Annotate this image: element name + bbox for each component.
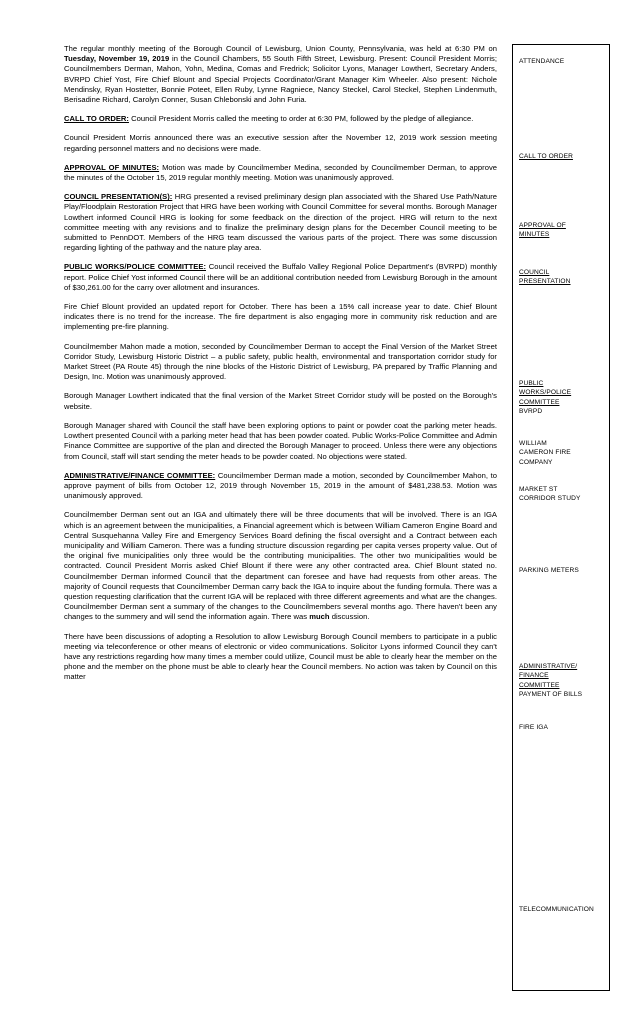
text-segment: There have been discussions of adopting a Resolution to allow Lewisburg Borough Council members to participate in a public meeting via teleconference or other means of electronic or video communications. Solicitor Lyons informed Council they can't have any restrictions regarding how many times a member could utilize, Council must be able to clearly hear the member on the phone and the member on the phone must be able to clearly hear the Council members. No action was taken by Council on this matter [64, 631, 497, 682]
text-segment: HRG presented a revised preliminary design plan associated with the Shared Use Path/Nature Play/Floodplain Restoration Project that HRG have been working with Council Committee for several months. Borough Manager Lowthert informed Council HRG is looking for some feedback on the direction of the project. HRG will return to the next committee meeting with any revisions and to finalize the preliminary design plans for the December Council meeting to be submitted to PennDOT. Members of the HRG team discussed the various parts of the project. There was some discussion regarding lighting of the pathway and the nature play area. [64, 192, 497, 253]
paragraph-market-street-corridor [64, 342, 497, 383]
margin-note-line: BVRPD [519, 408, 543, 416]
paragraph-teleconference-resolution [64, 632, 497, 683]
margin-note-line: WILLIAM [519, 440, 547, 447]
text-segment: CALL TO ORDER: [64, 114, 129, 124]
margin-note-telecommunication [519, 905, 605, 914]
margin-note-line: CAMERON FIRE [519, 449, 571, 457]
margin-note-line: COMPANY [519, 458, 553, 466]
text-segment: Council President Morris called the meeting to order at 6:30 PM, followed by the pledge of allegiance. [128, 114, 474, 124]
text-segment: Motion was made by Councilmember Medina, seconded by Councilmember Derman, to approve the minutes of the October 15, 2019 regular monthly meeting. Motion was unanimously approved. [64, 162, 498, 183]
text-segment: The regular monthly meeting of the Borough Council of Lewisburg, Union County, Pennsylvania, was held at 6:30 PM on [64, 44, 497, 53]
margin-note-line: COMMITTEE [519, 398, 560, 406]
text-segment: in the Council Chambers, 55 South Fifth Street, Lewisburg. Present: Council President Morris; Councilmembers Derman, Mahon, Yohn, Medina, Comas and Fredrick; Solicitor Lyons, Manager Lowthert, Secretary Anders, BVRPD Chief Yost, Fire Chief Blount and Special Projects Coordinator/Grant Manager Kim Wheeler. Also present: Nichole Mendinsky, Ryan Hostetter, Bonnie Poteet, Ellen Ruby, Lynne Ragniece, Nancy Steckel, Carol Steckel, Stephen Lindenmuth, Berisadine Richard, Carolyn Conner, Susan Chlebonski and John Furia. [64, 54, 497, 105]
margin-note-attendance [519, 57, 605, 66]
margin-note-line: MINUTES [519, 231, 550, 239]
text-segment: APPROVAL OF MINUTES: [64, 162, 160, 172]
text-segment: Councilmember Mahon made a motion, seconded by Councilmember Derman to accept the Final Version of the Market Street Corridor Study, Lewisburg Historic District – a public safety, public health, environmental and transportation corridor study for Market Street (PA Route 45) through the nine blocks of the Historic District of Lewisburg, PA prepared by Traffic Planning and Design, Inc. Motion was unanimously approved. [64, 341, 497, 382]
margin-note-call-to-order [519, 152, 605, 161]
margin-note-line: ATTENDANCE [519, 58, 565, 65]
minutes-body [64, 44, 497, 692]
text-segment: Council received the Buffalo Valley Regional Police Department's (BVRPD) monthly report. Police Chief Yost informed Council there will be an additional contribution needed from Lewisburg Borough in the amount of $30,261.00 for the carry over allotment and insurances. [64, 262, 497, 292]
margin-note-fire-iga [519, 723, 605, 732]
paragraph-approval-of-minutes [64, 163, 497, 183]
margin-note-line: PAYMENT OF BILLS [519, 691, 583, 699]
text-segment: ADMINISTRATIVE/FINANCE COMMITTEE: [64, 470, 216, 480]
margin-note-council-presentation [519, 268, 605, 287]
margin-note-public-works-police-bvrpd [519, 379, 605, 416]
margin-note-line: CALL TO ORDER [519, 153, 573, 160]
paragraph-parking-meters [64, 421, 497, 462]
margin-note-approval-of-minutes [519, 221, 605, 240]
margin-note-line: MARKET ST [519, 486, 558, 493]
text-segment: PUBLIC WORKS/POLICE COMMITTEE: [64, 262, 206, 272]
paragraph-opening [64, 44, 497, 105]
text-segment: Borough Manager shared with Council the staff have been exploring options to paint or powder coat the parking meter heads. Lowthert presented Council with a parking meter head that has been powder coated. Public Works-Police Committee and Admin Finance Committee are supportive of the plan and directed the Borough Manager to proceed. Unless there were any objections from Council, staff will start sending the meter heads to be powder coated. No objections were stated. [64, 420, 497, 461]
margin-note-line: TELECOMMUNICATION [519, 906, 594, 913]
paragraph-fire-chief-report [64, 302, 497, 333]
text-segment: Tuesday, November 19, 2019 [64, 54, 170, 64]
margin-note-line: FIRE IGA [519, 724, 549, 731]
text-segment: much [309, 612, 330, 622]
margin-note-line: WORKS/POLICE [519, 389, 572, 397]
margin-note-line: PARKING METERS [519, 567, 579, 574]
paragraph-call-to-order [64, 114, 497, 124]
text-segment: Councilmember Derman made a motion, seconded by Councilmember Mahon, to approve payment of bills from October 12, 2019 through November 15, 2019 in the amount of $481,238.53. Motion was unanimously approved. [64, 470, 497, 501]
margin-note-parking-meters [519, 566, 605, 575]
paragraph-iga-discussion [64, 510, 497, 622]
paragraph-administrative-finance [64, 471, 497, 502]
text-segment: Fire Chief Blount provided an updated report for October. There has been a 15% call increase year to date. Chief Blount indicates there is no trend for the increase. The fire department is also engaging more in community risk reduction and are implementing pre-fire planning. [64, 302, 497, 332]
margin-note-line: CORRIDOR STUDY [519, 495, 581, 503]
margin-note-line: COUNCIL [519, 269, 550, 276]
paragraph-public-works-police [64, 262, 497, 293]
margin-note-market-st-corridor-study [519, 485, 605, 504]
text-segment: discussion. [329, 612, 370, 622]
paragraph-executive-session [64, 133, 497, 153]
margin-note-william-cameron-fire-company [519, 439, 605, 467]
text-segment: Councilmember Derman sent out an IGA and ultimately there will be three documents that will be involved. There is an IGA which is an agreement between the municipalities, a Financial agreement which is between William Cameron Engine Board and Central Susquehanna Valley Fire and Emergency Services Board defining the fiscal oversight and a Contract between each municipality and William Cameron. There was a funding structure discussion regarding per capita verses property value. Out of the original five municipalities only three would be the contributing municipalities. The other two municipalities would be contracted. Council President Morris asked Chief Blount if there were any other contracted area. Chief Blount stated no. Councilmember Derman informed Council that the department can foresee and have had requests from other areas. The majority of Council requests that Councilmember Derman carry back the IGA to inquire about the funding formula. There was a question requesting clarification that the current IGA will be replaced with three different agreements and what are the changes. Councilmember Derman sent a summary of the changes to the Councilmembers several months ago. There haven't been any changes to the summery and will send the information again. There was [64, 510, 497, 622]
margin-note-line: PRESENTATION [519, 278, 571, 286]
text-segment: Council President Morris announced there was an executive session after the November 12, 2019 work session meeting regarding personnel matters and no decisions were made. [64, 133, 497, 153]
margin-note-line: PUBLIC [519, 380, 544, 387]
margin-notes-column [512, 44, 610, 991]
text-segment: COUNCIL PRESENTATION(S): [64, 192, 173, 202]
margin-note-administrative-finance-payment-of-bills [519, 662, 605, 699]
margin-note-line: FINANCE [519, 672, 549, 680]
paragraph-council-presentations [64, 192, 497, 253]
margin-note-line: APPROVAL OF [519, 222, 566, 229]
paragraph-corridor-study-website [64, 391, 497, 411]
text-segment: Borough Manager Lowthert indicated that the final version of the Market Street Corridor study will be posted on the Borough's website. [64, 391, 497, 411]
margin-note-line: ADMINISTRATIVE/ [519, 663, 578, 670]
margin-note-line: COMMITTEE [519, 681, 560, 689]
